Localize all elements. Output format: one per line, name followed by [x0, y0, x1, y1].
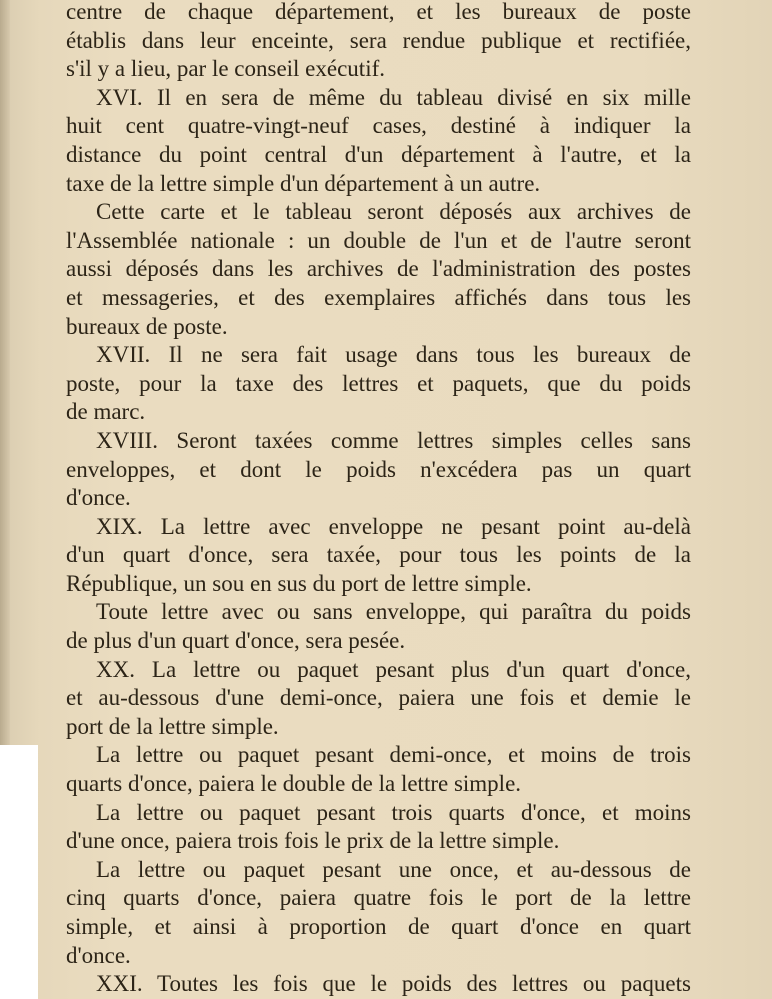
text-line: simple, et ainsi à proportion de quart d'once en quart	[66, 914, 691, 939]
text-line: XVII. Il ne sera fait usage dans tous les bureaux de	[96, 342, 691, 368]
text-line: d'once.	[66, 485, 131, 511]
text-line: huit cent quatre-vingt-neuf cases, destiné à indiquer la	[66, 113, 691, 139]
text-line: bureaux de poste.	[66, 313, 228, 339]
text-line: aussi déposés dans les archives de l'administration des postes	[66, 256, 691, 282]
text-line: Cette carte et le tableau seront déposés aux archives de	[96, 199, 691, 225]
text-line: enveloppes, et dont le poids n'excédera pas un quart	[66, 456, 691, 482]
body-text	[66, 0, 691, 999]
text-line: taxe de la lettre simple d'un département à un autre.	[66, 170, 541, 196]
text-line: d'once.	[66, 942, 131, 968]
scan-margin	[0, 745, 38, 999]
text-line: XVIII. Seront taxées comme lettres simples celles sans	[96, 427, 691, 453]
text-line: d'un quart d'once, sera taxée, pour tous les points de la	[66, 542, 691, 568]
text-line: XIX. La lettre avec enveloppe ne pesant point au-delà	[96, 513, 691, 539]
text-line: XXI. Toutes les fois que le poids des lettres ou paquets	[96, 971, 691, 997]
text-line: quarts d'once, paiera le double de la lettre simple.	[66, 771, 522, 797]
text-line: La lettre ou paquet pesant demi-once, et moins de trois	[96, 742, 691, 768]
text-line: d'une once, paiera trois fois le prix de la lettre simple.	[66, 828, 560, 854]
text-line: Toute lettre avec ou sans enveloppe, qui paraîtra du poids	[96, 599, 691, 625]
text-line: XX. La lettre ou paquet pesant plus d'un quart d'once,	[96, 656, 691, 682]
text-line: établis dans leur enceinte, sera rendue publique et rectifiée,	[66, 27, 691, 53]
text-line: XVI. Il en sera de même du tableau divisé en six mille	[96, 84, 691, 110]
text-line: La lettre ou paquet pesant trois quarts d'once, et moins	[96, 799, 691, 825]
text-line: l'Assemblée nationale : un double de l'un et de l'autre seront	[66, 227, 691, 253]
text-line: s'il y a lieu, par le conseil exécutif.	[66, 56, 386, 82]
text-line: La lettre ou paquet pesant une once, et au-dessous de	[96, 856, 691, 882]
text-line: République, un sou en sus du port de lettre simple.	[66, 570, 532, 596]
text-line: cinq quarts d'once, paiera quatre fois le port de la lettre	[66, 885, 691, 911]
text-line: et messageries, et des exemplaires affichés dans tous les	[66, 284, 691, 310]
text-line: poste, pour la taxe des lettres et paquets, que du poids	[66, 370, 691, 396]
text-line: distance du point central d'un département à l'autre, et la	[66, 141, 691, 167]
text-line: et au-dessous d'une demi-once, paiera une fois et demie le	[66, 685, 691, 711]
text-line: de plus d'un quart d'once, sera pesée.	[66, 628, 406, 654]
text-line: de marc.	[66, 399, 146, 425]
text-line: port de la lettre simple.	[66, 713, 279, 739]
text-line: centre de chaque département, et les bureaux de poste	[66, 0, 691, 24]
